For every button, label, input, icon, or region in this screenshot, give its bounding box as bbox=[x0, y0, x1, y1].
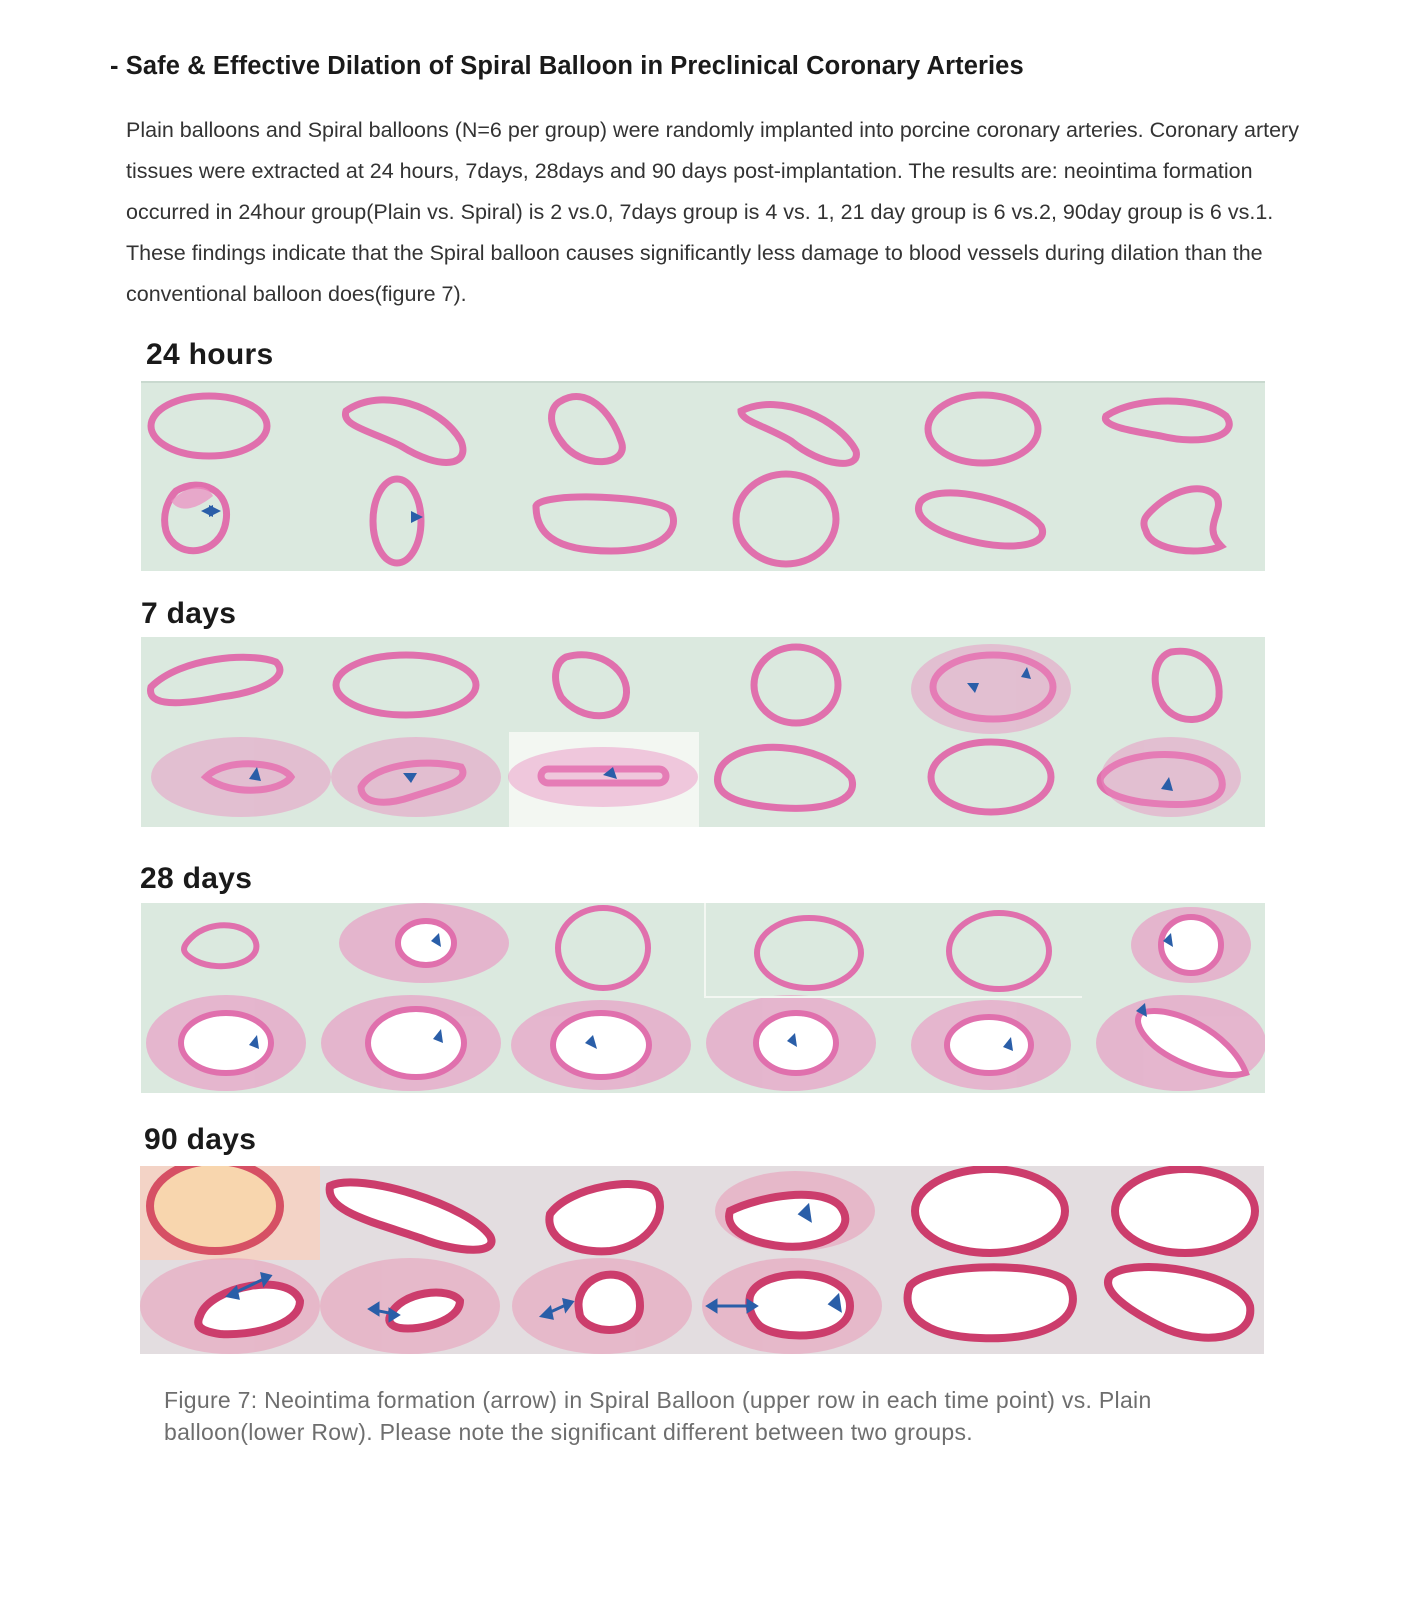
intro-paragraph: Plain balloons and Spiral balloons (N=6 per group) were randomly implanted into porcine coronary arteries. Coronary artery tissues were extracted at 24 hours, 7days, 28days and 90 days post-implantation. The results are: neointima formation occurred in 24hour group(Plain vs. Spiral) is 2 vs.0, 7days group is 4 vs. 1, 21 day group is 6 vs.2, 90day group is 6 vs.1. These findings indicate that the Spiral balloon causes significantly less damage to blood vessels during dilation than the conventional balloon does(figure 7). bbox=[126, 118, 1299, 306]
histology-image-7d bbox=[141, 637, 1265, 827]
timepoint-label-90d: 90 days bbox=[144, 1123, 257, 1156]
histology-panel-90d bbox=[140, 1166, 1264, 1354]
histology-image-90d bbox=[140, 1166, 1264, 1354]
histology-image-28d bbox=[141, 903, 1265, 1093]
timepoint-label-24h: 24 hours bbox=[146, 338, 274, 371]
section-heading: - Safe & Effective Dilation of Spiral Balloon in Preclinical Coronary Arteries bbox=[110, 52, 1024, 80]
histology-panel-24h bbox=[141, 381, 1265, 571]
histology-panel-28d bbox=[141, 903, 1265, 1093]
timepoint-label-7d: 7 days bbox=[141, 597, 237, 630]
figure-caption: Figure 7: Neointima formation (arrow) in Spiral Balloon (upper row in each time point) vs. Plain balloon(lower Row). Please note the significant different between two groups. bbox=[164, 1387, 1152, 1445]
timepoint-label-28d: 28 days bbox=[140, 862, 253, 895]
histology-image-24h bbox=[141, 381, 1265, 571]
histology-panel-7d bbox=[141, 637, 1265, 827]
